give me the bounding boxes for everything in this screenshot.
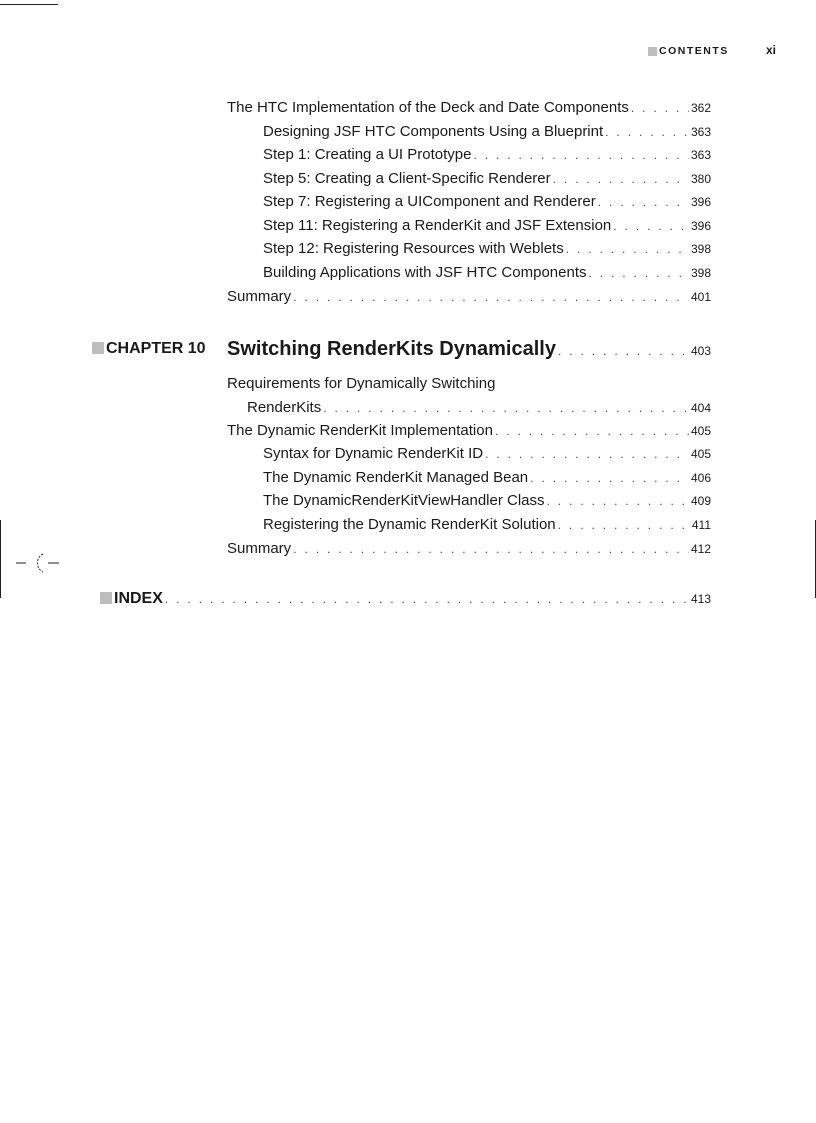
- index-entry[interactable]: [100, 590, 711, 610]
- running-head: [640, 45, 776, 61]
- leader-dots: [473, 148, 689, 162]
- toc-entry[interactable]: [263, 264, 711, 284]
- running-head-page-number: xi: [765, 43, 776, 57]
- toc-entry-title: RenderKits: [247, 399, 322, 416]
- chapter-title-entry[interactable]: [227, 338, 711, 364]
- toc-entry-page: 398: [690, 242, 711, 256]
- leader-dots: [553, 172, 689, 186]
- toc-entry[interactable]: [263, 217, 711, 237]
- toc-entry[interactable]: [263, 170, 711, 190]
- toc-entry-title: Summary: [227, 288, 292, 305]
- leader-dots: [165, 592, 689, 606]
- toc-entry[interactable]: [263, 193, 711, 213]
- leader-dots: [558, 518, 690, 532]
- leader-dots: [613, 219, 689, 233]
- toc-entry[interactable]: [263, 146, 711, 166]
- toc-entry-page: 406: [690, 471, 711, 485]
- index-marker: [100, 592, 112, 604]
- leader-dots: [485, 447, 689, 461]
- chapter-title: Switching RenderKits Dynamically: [227, 338, 556, 360]
- leader-dots: [323, 401, 689, 415]
- index-page: 413: [690, 592, 711, 606]
- leader-dots: [588, 266, 688, 280]
- chapter-label: [92, 340, 206, 358]
- running-head-label: CONTENTS: [659, 45, 729, 57]
- leader-dots: [631, 101, 689, 115]
- toc-entry-page: 363: [690, 148, 711, 162]
- chapter-marker: [92, 342, 104, 354]
- toc-entry-page: 411: [691, 518, 711, 532]
- toc-entry-page: 404: [690, 401, 711, 415]
- toc-entry[interactable]: [263, 492, 711, 512]
- toc-entry-page: 380: [690, 172, 711, 186]
- toc-entry[interactable]: [247, 399, 711, 419]
- leader-dots: [547, 494, 689, 508]
- toc-entry-page: 396: [690, 219, 711, 233]
- toc-entry[interactable]: [227, 422, 711, 442]
- leader-dots: [598, 195, 689, 209]
- toc-entry-title: Syntax for Dynamic RenderKit ID: [263, 445, 484, 462]
- toc-entry-page: 396: [690, 195, 711, 209]
- toc-entry-title: The DynamicRenderKitViewHandler Class: [263, 492, 545, 509]
- leader-dots: [530, 471, 689, 485]
- toc-entry-title: Step 5: Creating a Client-Specific Renderer: [263, 170, 551, 187]
- toc-entry[interactable]: [263, 240, 711, 260]
- toc-entry-page: 398: [690, 266, 711, 280]
- crop-mark-left: [0, 520, 1, 598]
- toc-entry-title: Building Applications with JSF HTC Components: [263, 264, 587, 281]
- leader-dots: [495, 424, 689, 438]
- leader-dots: [566, 242, 689, 256]
- leader-dots: [293, 290, 689, 304]
- chapter-label-text: CHAPTER 10: [106, 340, 206, 357]
- running-head-marker: [648, 47, 657, 56]
- toc-entry-title: The Dynamic RenderKit Implementation: [227, 422, 493, 439]
- crop-mark-top: [0, 4, 58, 5]
- toc-entry-title: Step 12: Registering Resources with Weblets: [263, 240, 564, 257]
- leader-dots: [605, 125, 689, 139]
- toc-entry-title: Designing JSF HTC Components Using a Blueprint: [263, 123, 604, 140]
- index-label: [100, 590, 163, 608]
- toc-entry[interactable]: [227, 288, 711, 308]
- toc-entry[interactable]: [263, 445, 711, 465]
- toc-entry-page: 401: [690, 290, 711, 304]
- chapter-page: 403: [690, 344, 711, 358]
- toc-entry[interactable]: [263, 469, 711, 489]
- toc-entry-title: Registering the Dynamic RenderKit Solution: [263, 516, 556, 533]
- leader-dots: [293, 542, 689, 556]
- toc-entry-title: Step 11: Registering a RenderKit and JSF Extension: [263, 217, 612, 234]
- toc-entry-page: 363: [690, 125, 711, 139]
- index-label-text: INDEX: [114, 590, 163, 607]
- toc-entry-title: Step 7: Registering a UIComponent and Renderer: [263, 193, 596, 210]
- toc-entry-page: 362: [690, 101, 711, 115]
- toc-entry[interactable]: [263, 516, 711, 536]
- toc-entry-title: The HTC Implementation of the Deck and Date Components: [227, 99, 629, 116]
- toc-entry-title[interactable]: Requirements for Dynamically Switching: [227, 375, 496, 392]
- toc-entry-page: 405: [690, 424, 711, 438]
- toc-entry-title: Step 1: Creating a UI Prototype: [263, 146, 472, 163]
- toc-entry[interactable]: [263, 123, 711, 143]
- registration-mark-icon: [16, 551, 60, 575]
- leader-dots: [558, 344, 689, 358]
- toc-entry-page: 409: [690, 494, 711, 508]
- toc-entry[interactable]: [227, 99, 711, 119]
- toc-entry-page: 412: [690, 542, 711, 556]
- toc-entry-title: Summary: [227, 540, 292, 557]
- toc-entry-page: 405: [690, 447, 711, 461]
- toc-entry-title: The Dynamic RenderKit Managed Bean: [263, 469, 529, 486]
- toc-entry[interactable]: [227, 540, 711, 560]
